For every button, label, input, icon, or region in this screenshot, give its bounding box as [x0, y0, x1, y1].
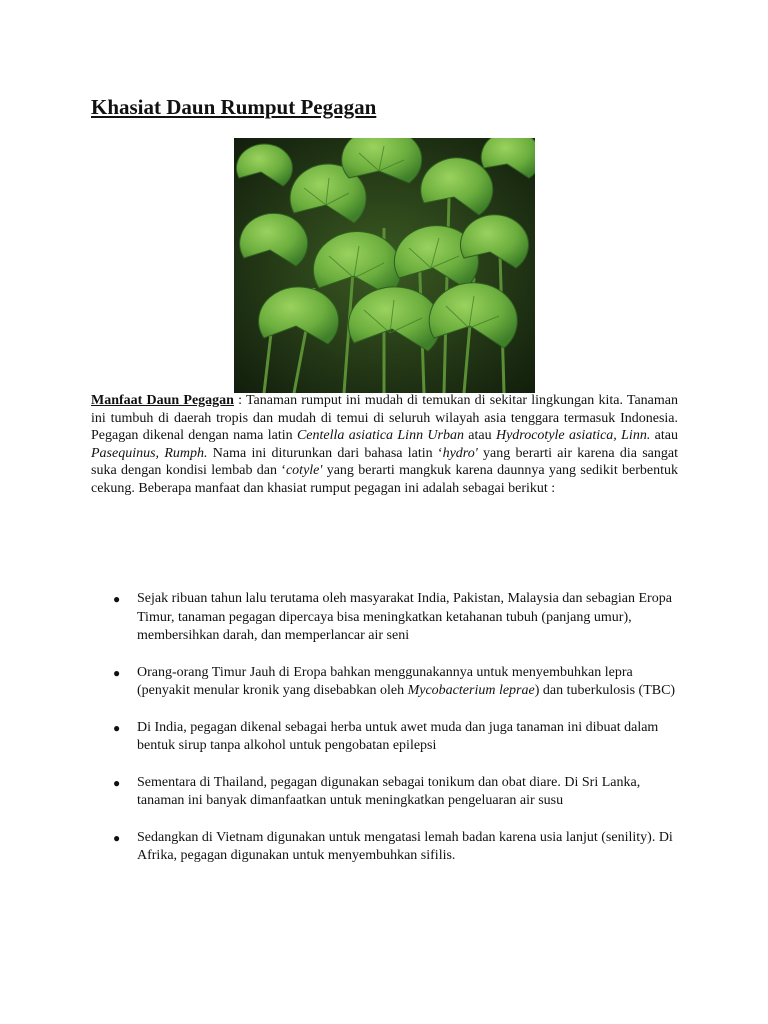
term-hydro: hydro'	[442, 445, 478, 461]
intro-text-3: atau	[650, 428, 678, 444]
list-item	[91, 664, 691, 701]
intro-paragraph	[91, 392, 678, 498]
intro-text-6: yang berarti mangkuk karena daunnya yang sedikit berbentuk cekung. Beberapa manfaat dan khasiat rumput pegagan ini adalah sebagai berikut :	[91, 463, 678, 496]
bullet-icon: ●	[113, 720, 121, 735]
list-item	[91, 719, 691, 756]
bullet-icon: ●	[113, 775, 121, 790]
list-item-text-part: Orang-orang Timur Jauh di Eropa bahkan menggunakannya untuk menyembuhkan lepra (penyakit menular kronik yang disebabkan oleh	[137, 664, 633, 698]
bullet-icon: ●	[113, 592, 121, 606]
latin-name-3: Pasequinus, Rumph.	[91, 445, 208, 461]
intro-text-4: Nama ini diturunkan dari bahasa latin ‘	[207, 445, 443, 461]
latin-name-1: Centella asiatica Linn Urban	[296, 428, 464, 444]
list-item	[91, 590, 691, 646]
latin-name-2: Hydrocotyle asiatica, Linn.	[495, 428, 651, 444]
term-cotyle: cotyle'	[285, 463, 323, 479]
list-item-text: Di India, pegagan dikenal sebagai herba untuk awet muda dan juga tanaman ini dibuat dalam bentuk sirup tanpa alkohol untuk pengobatan epilepsi	[137, 719, 659, 753]
list-item-text: Sejak ribuan tahun lalu terutama oleh masyarakat India, Pakistan, Malaysia dan sebagian Eropa Timur, tanaman pegagan dipercaya bisa meningkatkan ketahanan tubuh (panjang umur), membersihkan darah, dan memperlancar air seni	[137, 591, 672, 643]
intro-text-2: atau	[463, 428, 496, 444]
latin-name-bacterium: Mycobacterium leprae	[407, 683, 535, 698]
intro-text-1: : Tanaman rumput ini mudah di temukan di sekitar lingkungan kita. Tanaman ini tumbuh di daerah tropis dan mudah di temui di seluruh wilayah asia tenggara termasuk Indonesia. Pegagan dikenal dengan nama latin	[91, 393, 678, 444]
benefits-list	[91, 590, 691, 866]
pegagan-plant-photo	[234, 138, 535, 393]
list-item	[91, 774, 691, 811]
bullet-icon: ●	[113, 830, 121, 845]
list-item-text: Sedangkan di Vietnam digunakan untuk mengatasi lemah badan karena usia lanjut (senility). Di Afrika, pegagan digunakan untuk menyembuhkan sifilis.	[137, 829, 673, 863]
plant-illustration	[234, 138, 535, 393]
list-item-text	[137, 664, 677, 701]
intro-text-5: yang berarti air karena dia sangat suka dengan kondisi lembab dan ‘	[91, 445, 678, 479]
list-item	[91, 829, 691, 866]
list-item-text: Sementara di Thailand, pegagan digunakan sebagai tonikum dan obat diare. Di Sri Lanka, tanaman ini banyak dimanfaatkan untuk meningkatkan pengeluaran air susu	[137, 774, 641, 808]
bullet-icon: ●	[113, 665, 121, 680]
intro-lead-heading: Manfaat Daun Pegagan	[91, 393, 234, 408]
page-title: Khasiat Daun Rumput Pegagan	[91, 95, 377, 119]
list-item-text-part: ) dan tuberkulosis (TBC)	[534, 683, 676, 698]
